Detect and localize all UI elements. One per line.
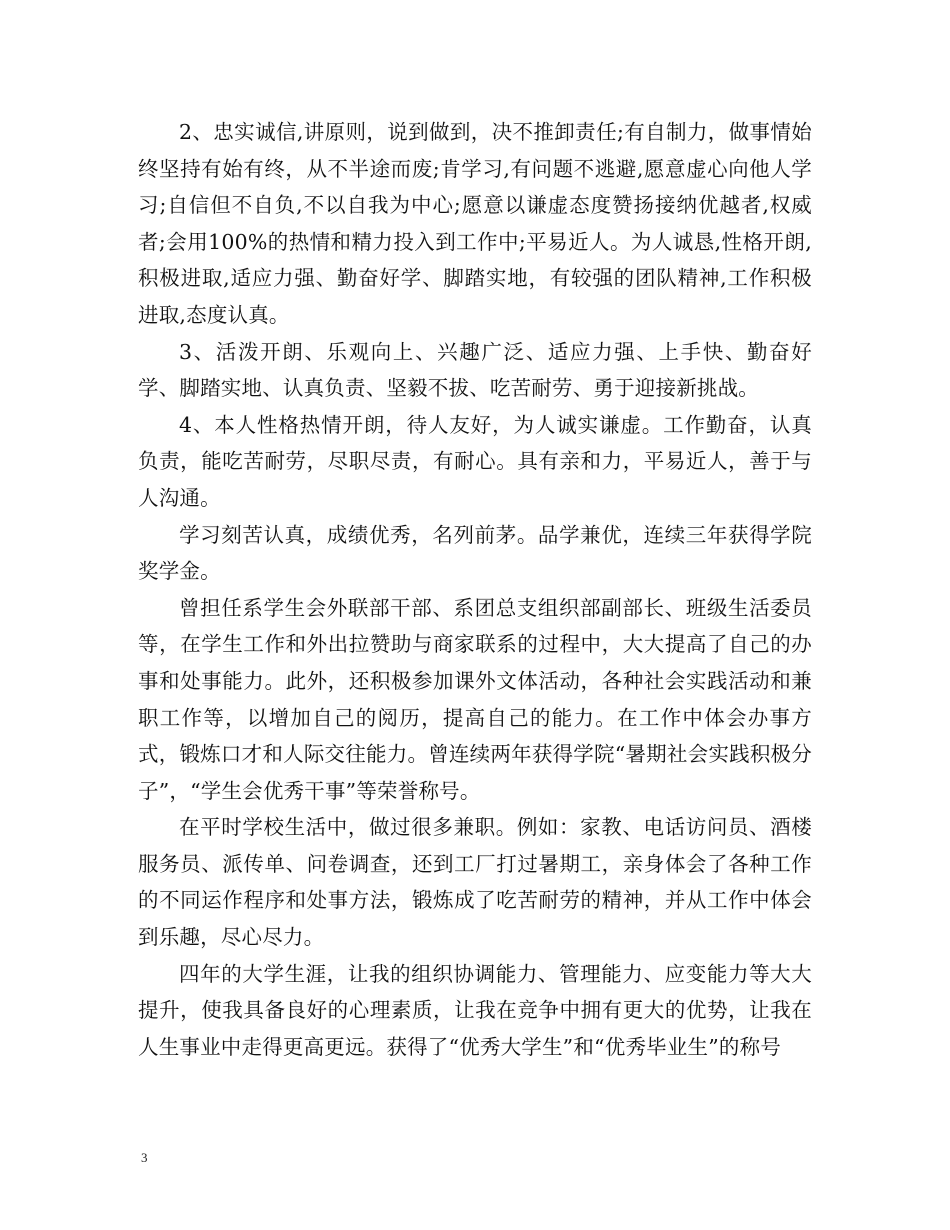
document-body (138, 114, 812, 1065)
paragraph-summary: 四年的大学生涯，让我的组织协调能力、管理能力、应变能力等大大提升，使我具备良好的心理素质，让我在竞争中拥有更大的优势，让我在人生事业中走得更高更远。获得了“优秀大学生”和“优秀毕业生”的称号 (138, 961, 812, 1059)
paragraph-traits-2: 3、活泼开朗、乐观向上、兴趣广泛、适应力强、上手快、勤奋好学、脚踏实地、认真负责、坚毅不拔、吃苦耐劳、勇于迎接新挑战。 (138, 339, 812, 401)
page-number: 3 (141, 1150, 148, 1165)
paragraph-traits-1: 2、忠实诚信,讲原则，说到做到，决不推卸责任;有自制力，做事情始终坚持有始有终，从不半途而废;肯学习,有问题不逃避,愿意虚心向他人学习;自信但不自负,不以自我为中心;愿意以谦虚态度赞扬接纳优越者,权威者;会用100%的热情和精力投入到工作中;平易近人。为人诚恳,性格开朗,积极进取,适应力强、勤奋好学、脚踏实地，有较强的团队精神,工作积极进取,态度认真。 (138, 120, 812, 327)
paragraph-traits-3: 4、本人性格热情开朗，待人友好，为人诚实谦虚。工作勤奋，认真负责，能吃苦耐劳，尽职尽责，有耐心。具有亲和力，平易近人，善于与人沟通。 (138, 412, 812, 510)
paragraph-student-union: 曾担任系学生会外联部干部、系团总支组织部副部长、班级生活委员等，在学生工作和外出拉赞助与商家联系的过程中，大大提高了自己的办事和处事能力。此外，还积极参加课外文体活动，各种社会实践活动和兼职工作等，以增加自己的阅历，提高自己的能力。在工作中体会办事方式，锻炼口才和人际交往能力。曾连续两年获得学院“暑期社会实践积极分子”，“学生会优秀干事”等荣誉称号。 (138, 595, 812, 803)
paragraph-part-time-jobs: 在平时学校生活中，做过很多兼职。例如：家教、电话访问员、酒楼服务员、派传单、问卷调查，还到工厂打过暑期工，亲身体会了各种工作的不同运作程序和处事方法，锻炼成了吃苦耐劳的精神，并从工作中体会到乐趣，尽心尽力。 (138, 815, 812, 950)
paragraph-academics: 学习刻苦认真，成绩优秀，名列前茅。品学兼优，连续三年获得学院奖学金。 (138, 522, 812, 584)
